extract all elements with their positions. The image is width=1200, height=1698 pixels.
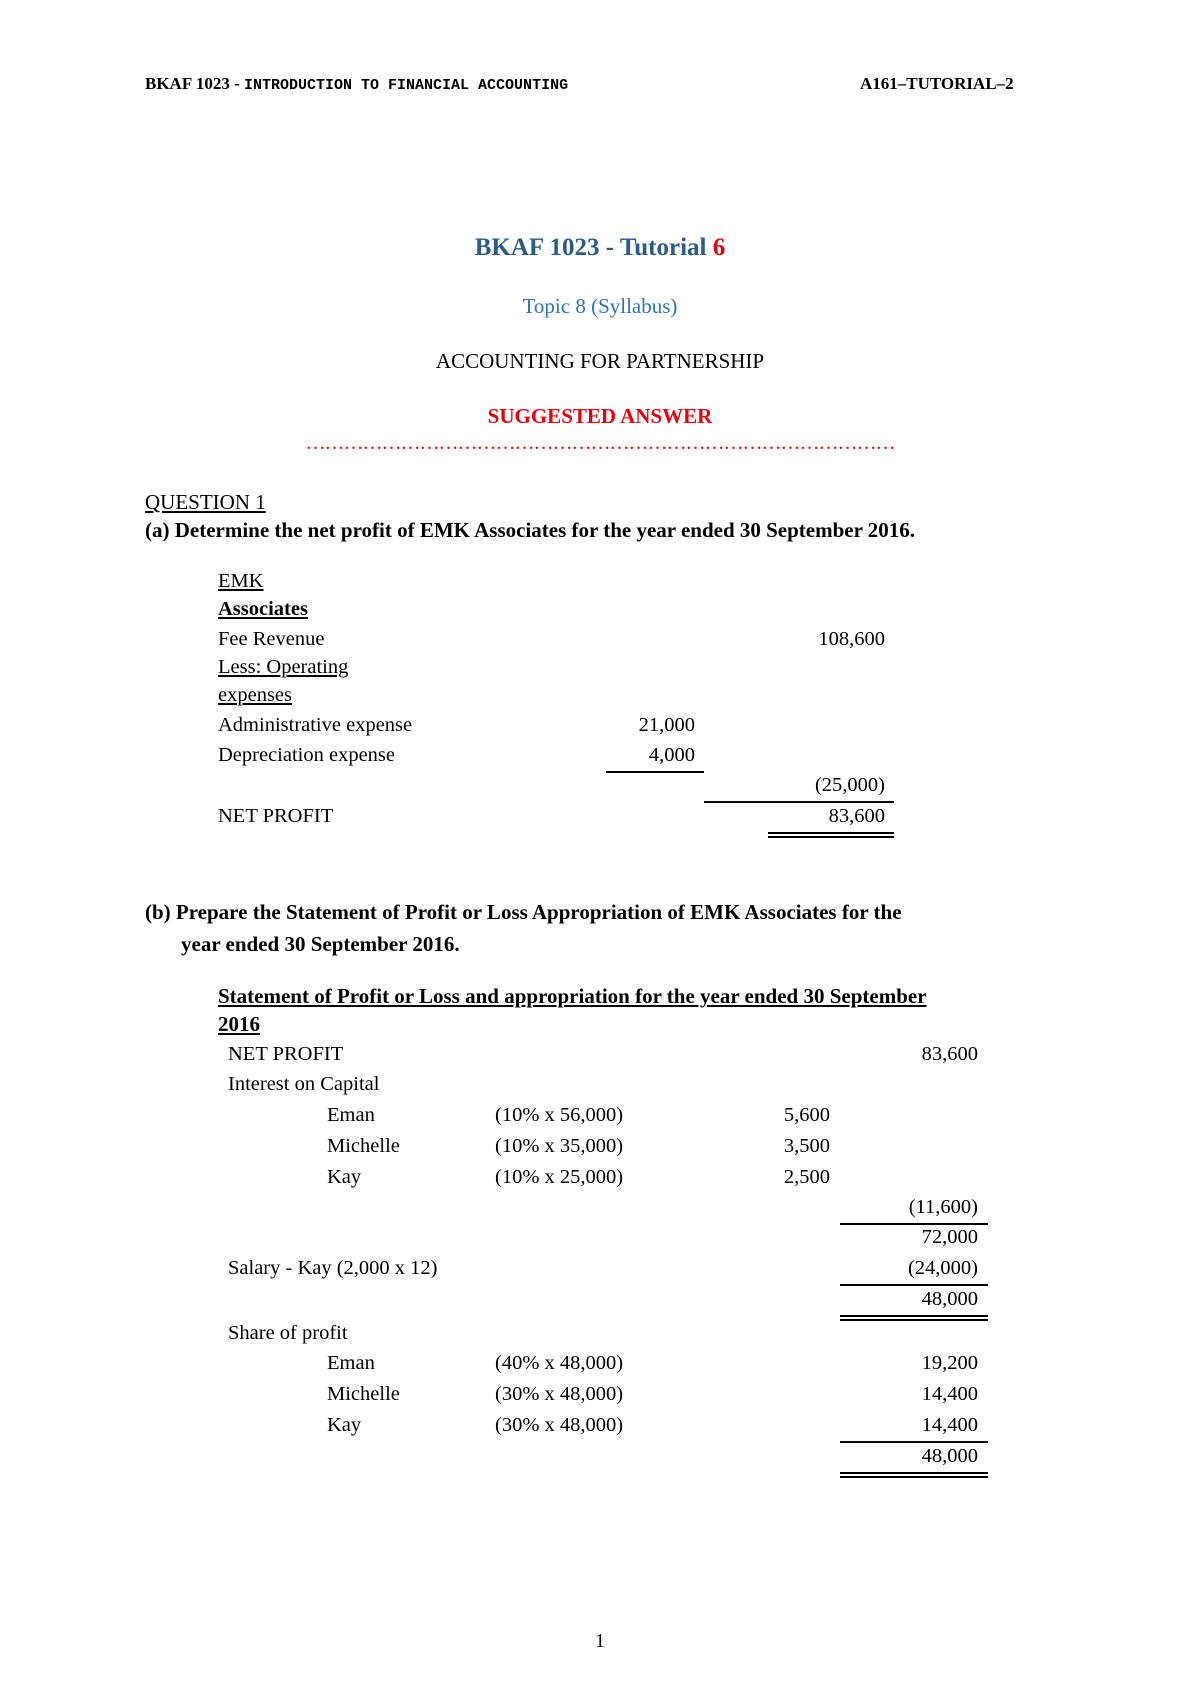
interest-value: 5,600 bbox=[783, 1104, 830, 1126]
share-total-value: 48,000 bbox=[921, 1445, 978, 1467]
admin-expense-label: Administrative expense bbox=[218, 714, 413, 736]
dotted-divider: ………………………………………………………………………………… bbox=[305, 432, 895, 454]
interest-value: 2,500 bbox=[783, 1166, 830, 1188]
b-net-profit-value: 83,600 bbox=[921, 1043, 978, 1065]
share-calc: (40% x 48,000) bbox=[495, 1352, 624, 1374]
total-underline bbox=[704, 801, 894, 803]
running-header-right: A161–TUTORIAL–2 bbox=[860, 74, 1014, 93]
depreciation-expense-value: 4,000 bbox=[648, 744, 695, 766]
admin-expense-value: 21,000 bbox=[638, 714, 695, 736]
share-calc: (30% x 48,000) bbox=[495, 1383, 624, 1405]
interest-partner-name: Eman bbox=[327, 1104, 375, 1126]
interest-on-capital-label: Interest on Capital bbox=[228, 1073, 380, 1095]
interest-calc: (10% x 25,000) bbox=[495, 1166, 624, 1188]
statement-heading-line2: 2016 bbox=[218, 1012, 260, 1036]
tutorial-number: 6 bbox=[712, 234, 726, 261]
question-heading: QUESTION 1 bbox=[145, 490, 266, 514]
interest-total-value: (11,600) bbox=[908, 1196, 978, 1218]
running-header-left: BKAF 1023 - INTRODUCTION TO FINANCIAL ACCOUNTING bbox=[145, 74, 569, 94]
share-value: 14,400 bbox=[921, 1414, 978, 1436]
total-expenses-value: (25,000) bbox=[814, 774, 885, 796]
b-net-profit-label: NET PROFIT bbox=[228, 1043, 344, 1065]
interest-total-underline bbox=[840, 1223, 988, 1225]
course-name: INTRODUCTION TO FINANCIAL ACCOUNTING bbox=[244, 77, 569, 94]
document-title: BKAF 1023 - Tutorial 6 bbox=[474, 234, 726, 261]
after-interest-value: 72,000 bbox=[921, 1226, 978, 1248]
net-profit-double-underline bbox=[768, 832, 894, 838]
share-partner-name: Michelle bbox=[327, 1383, 400, 1405]
net-profit-value: 83,600 bbox=[828, 805, 885, 827]
after-salary-double-underline bbox=[840, 1315, 988, 1321]
salary-label: Salary - Kay (2,000 x 12) bbox=[228, 1257, 438, 1279]
suggested-answer-label: SUGGESTED ANSWER bbox=[487, 404, 713, 428]
share-calc: (30% x 48,000) bbox=[495, 1414, 624, 1436]
part-b-prompt-line2: year ended 30 September 2016. bbox=[181, 932, 460, 956]
depreciation-expense-label: Depreciation expense bbox=[218, 744, 396, 766]
net-profit-label: NET PROFIT bbox=[218, 805, 334, 827]
interest-calc: (10% x 56,000) bbox=[495, 1104, 624, 1126]
share-value: 14,400 bbox=[921, 1383, 978, 1405]
share-partner-name: Kay bbox=[327, 1414, 362, 1436]
share-value: 19,200 bbox=[921, 1352, 978, 1374]
share-of-profit-label: Share of profit bbox=[228, 1322, 348, 1344]
topic-label: Topic 8 (Syllabus) bbox=[522, 294, 678, 318]
less-operating-label: Less: Operating bbox=[218, 656, 349, 678]
subtotal-underline bbox=[606, 771, 704, 773]
share-total-double-underline bbox=[840, 1472, 988, 1478]
share-partner-name: Eman bbox=[327, 1352, 375, 1374]
interest-partner-name: Kay bbox=[327, 1166, 362, 1188]
fee-revenue-label: Fee Revenue bbox=[218, 628, 325, 650]
statement-heading-line1: Statement of Profit or Loss and appropriation for the year ended 30 September bbox=[218, 984, 927, 1008]
part-b-prompt-line1: (b) Prepare the Statement of Profit or Loss Appropriation of EMK Associates for the bbox=[145, 900, 902, 924]
subject-heading: ACCOUNTING FOR PARTNERSHIP bbox=[435, 349, 765, 373]
part-a-prompt: (a) Determine the net profit of EMK Associates for the year ended 30 September 2016. bbox=[145, 518, 916, 542]
expenses-label: expenses bbox=[218, 684, 293, 706]
salary-value: (24,000) bbox=[907, 1257, 978, 1279]
firm-name-line2: Associates bbox=[218, 598, 308, 620]
course-code: BKAF 1023 bbox=[145, 74, 230, 93]
share-underline bbox=[840, 1441, 988, 1443]
interest-value: 3,500 bbox=[783, 1135, 830, 1157]
interest-partner-name: Michelle bbox=[327, 1135, 400, 1157]
page-number: 1 bbox=[595, 1630, 605, 1652]
salary-underline bbox=[840, 1284, 988, 1286]
fee-revenue-value: 108,600 bbox=[818, 628, 885, 650]
after-salary-value: 48,000 bbox=[921, 1288, 978, 1310]
firm-name-line1: EMK bbox=[218, 570, 264, 592]
interest-calc: (10% x 35,000) bbox=[495, 1135, 624, 1157]
